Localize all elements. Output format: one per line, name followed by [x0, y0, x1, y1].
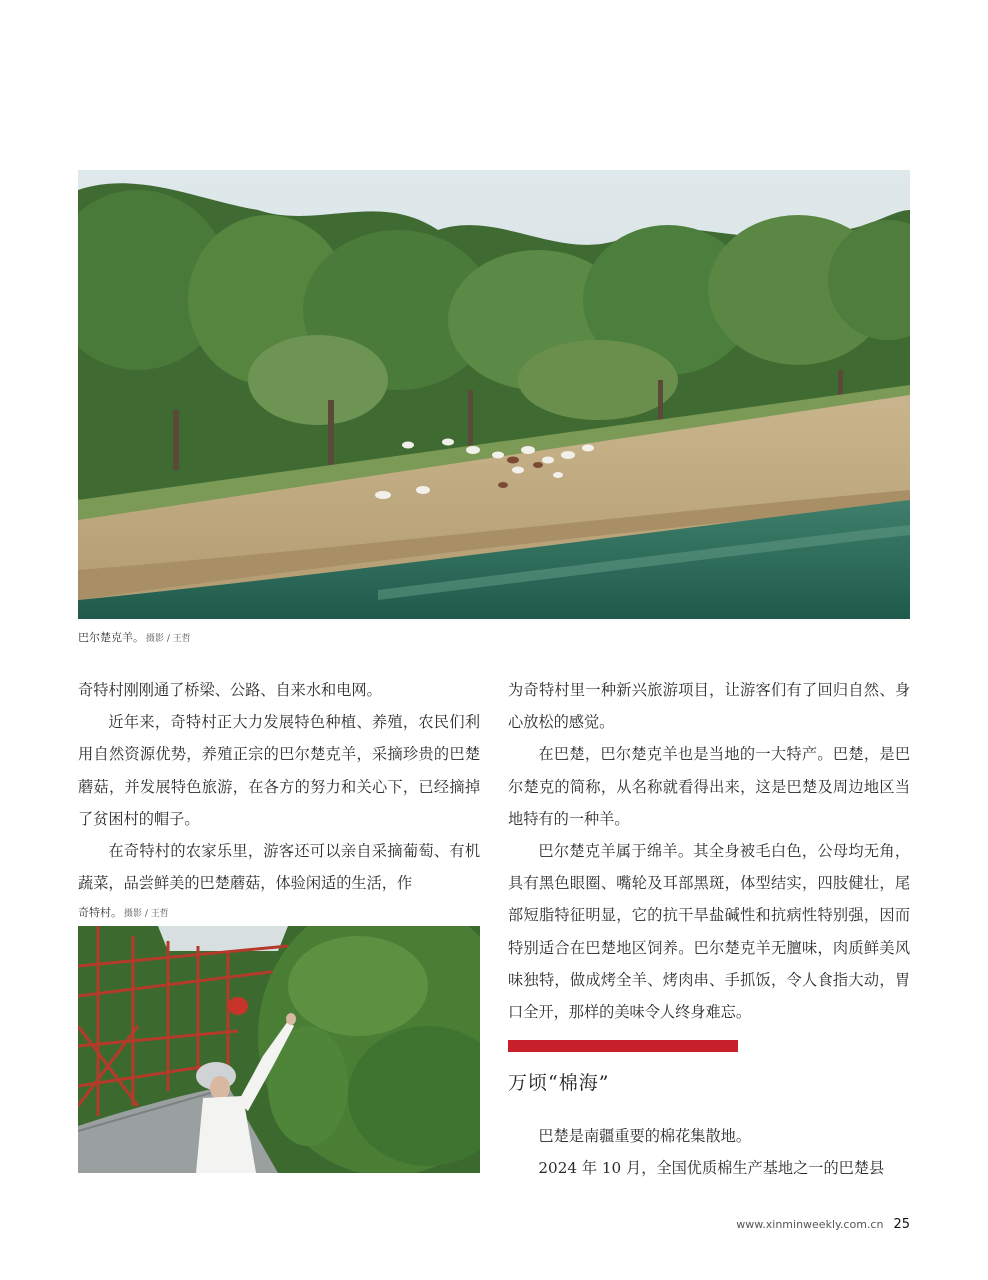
- paragraph: 为奇特村里一种新兴旅游项目，让游客们有了回归自然、身心放松的感觉。: [508, 681, 910, 732]
- caption-text: 奇特村。: [78, 906, 122, 919]
- paragraph: 近年来，奇特村正大力发展特色种植、养殖，农民们利用自然资源优势，养殖正宗的巴尔楚克羊，采摘珍贵的巴楚蘑菇，并发展特色旅游，在各方的努力和关心下，已经摘掉了贫困村的帽子。: [78, 713, 480, 828]
- page-number: 25: [893, 1217, 910, 1232]
- paragraph: 巴尔楚克羊属于绵羊。其全身被毛白色，公母均无角，具有黑色眼圈、嘴轮及耳部黑斑，体型结实，四肢健壮，尾部短脂特征明显，它的抗干旱盐碱性和抗病性特别强，因而特别适合在巴楚地区饲养。巴尔楚克羊无膻味，肉质鲜美风味独特，做成烤全羊、烤肉串、手抓饭，令人食指大动，胃口全开，那样的美味令人终身难忘。: [508, 842, 910, 1022]
- website-url: www.xinminweekly.com.cn: [736, 1218, 884, 1231]
- village-vine-photo: [78, 926, 480, 1173]
- left-column: [78, 674, 480, 899]
- bottom-photo-caption: [78, 904, 169, 920]
- river-goats-photo: [78, 170, 910, 619]
- village-vine-illustration: [78, 926, 480, 1173]
- page-footer: [736, 1213, 910, 1232]
- paragraph: 在奇特村的农家乐里，游客还可以亲自采摘葡萄、有机蔬菜，品尝鲜美的巴楚蘑菇，体验闲适的生活，作: [78, 842, 480, 893]
- paragraph: 巴楚是南疆重要的棉花集散地。: [538, 1127, 752, 1145]
- paragraph: 在巴楚，巴尔楚克羊也是当地的一大特产。巴楚，是巴尔楚克的简称，从名称就看得出来，这是巴楚及周边地区当地特有的一种羊。: [508, 745, 910, 828]
- paragraph: 奇特村刚刚通了桥梁、公路、自来水和电网。: [78, 681, 382, 699]
- photo-credit: 摄影 / 王哲: [146, 634, 191, 644]
- section-body: [508, 1120, 910, 1184]
- paragraph: 2024 年 10 月，全国优质棉生产基地之一的巴楚县: [538, 1159, 885, 1178]
- right-column: [508, 674, 910, 1028]
- caption-text: 巴尔楚克羊。: [78, 631, 144, 644]
- river-goats-illustration: [78, 170, 910, 619]
- section-accent-bar: [508, 1040, 738, 1052]
- top-photo-caption: [78, 629, 191, 645]
- photo-credit: 摄影 / 王哲: [124, 909, 169, 919]
- section-title: 万顷“棉海”: [508, 1072, 610, 1094]
